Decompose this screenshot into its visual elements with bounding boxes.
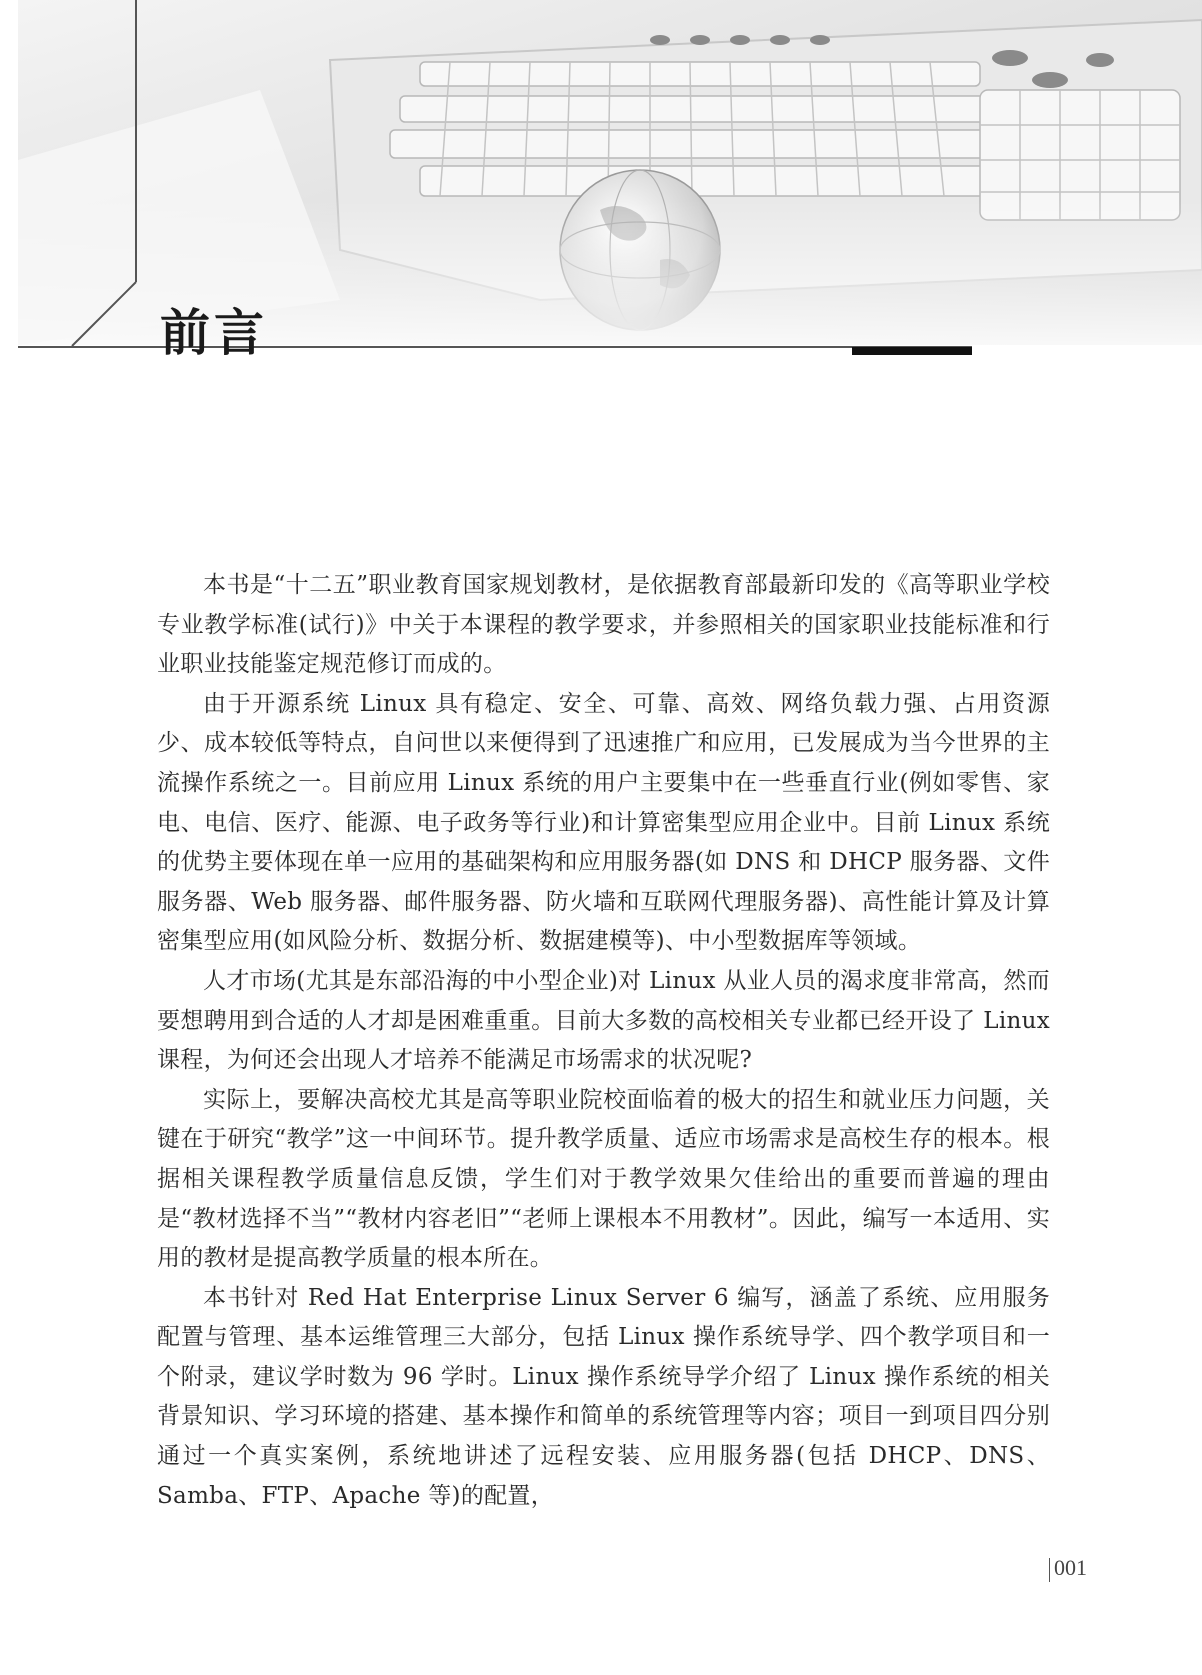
- page-number: [1040, 1555, 1087, 1581]
- page-number-text: 001: [1054, 1555, 1087, 1580]
- paragraph: 实际上，要解决高校尤其是高等职业院校面临着的极大的招生和就业压力问题，关键在于研究“教学”这一中间环节。提升教学质量、适应市场需求是高校生存的根本。根据相关课程教学质量信息反馈，学生们对于教学效果欠佳给出的重要而普遍的理由是“教材选择不当”“教材内容老旧”“老师上课根本不用教材”。因此，编写一本适用、实用的教材是提高教学质量的根本所在。: [157, 1086, 1050, 1272]
- paragraph: 人才市场(尤其是东部沿海的中小型企业)对 Linux 从业人员的渴求度非常高，然而要想聘用到合适的人才却是困难重重。目前大多数的高校相关专业都已经开设了 Linux 课程，为何还会出现人才培养不能满足市场需求的状况呢?: [157, 967, 1050, 1074]
- paragraph: 本书是“十二五”职业教育国家规划教材，是依据教育部最新印发的《高等职业学校专业教学标准(试行)》中关于本课程的教学要求，并参照相关的国家职业技能标准和行业职业技能鉴定规范修订而成的。: [157, 572, 1050, 678]
- chapter-title: 前言: [160, 304, 268, 362]
- body-text: [157, 566, 1050, 1516]
- paragraph: 本书针对 Red Hat Enterprise Linux Server 6 编写，涵盖了系统、应用服务配置与管理、基本运维管理三大部分，包括 Linux 操作系统导学、四个教学项目和一个附录，建议学时数为 96 学时。Linux 操作系统导学介绍了 Linux 操作系统的相关背景知识、学习环境的搭建、基本操作和简单的系统管理等内容；项目一到项目四分别通过一个真实案例，系统地讲述了远程安装、应用服务器(包括 DHCP、DNS、Samba、FTP、Apache 等)的配置，: [157, 1284, 1050, 1509]
- paragraph: 由于开源系统 Linux 具有稳定、安全、可靠、高效、网络负载力强、占用资源少、成本较低等特点，自问世以来便得到了迅速推广和应用，已发展成为当今世界的主流操作系统之一。目前应用 Linux 系统的用户主要集中在一些垂直行业(例如零售、家电、电信、医疗、能源、电子政务等行业)和计算密集型应用企业中。目前 Linux 系统的优势主要体现在单一应用的基础架构和应用服务器(如 DNS 和 DHCP 服务器、文件服务器、Web 服务器、邮件服务器、防火墙和互联网代理服务器)、高性能计算及计算密集型应用(如风险分析、数据分析、数据建模等)、中小型数据库等领域。: [157, 690, 1050, 955]
